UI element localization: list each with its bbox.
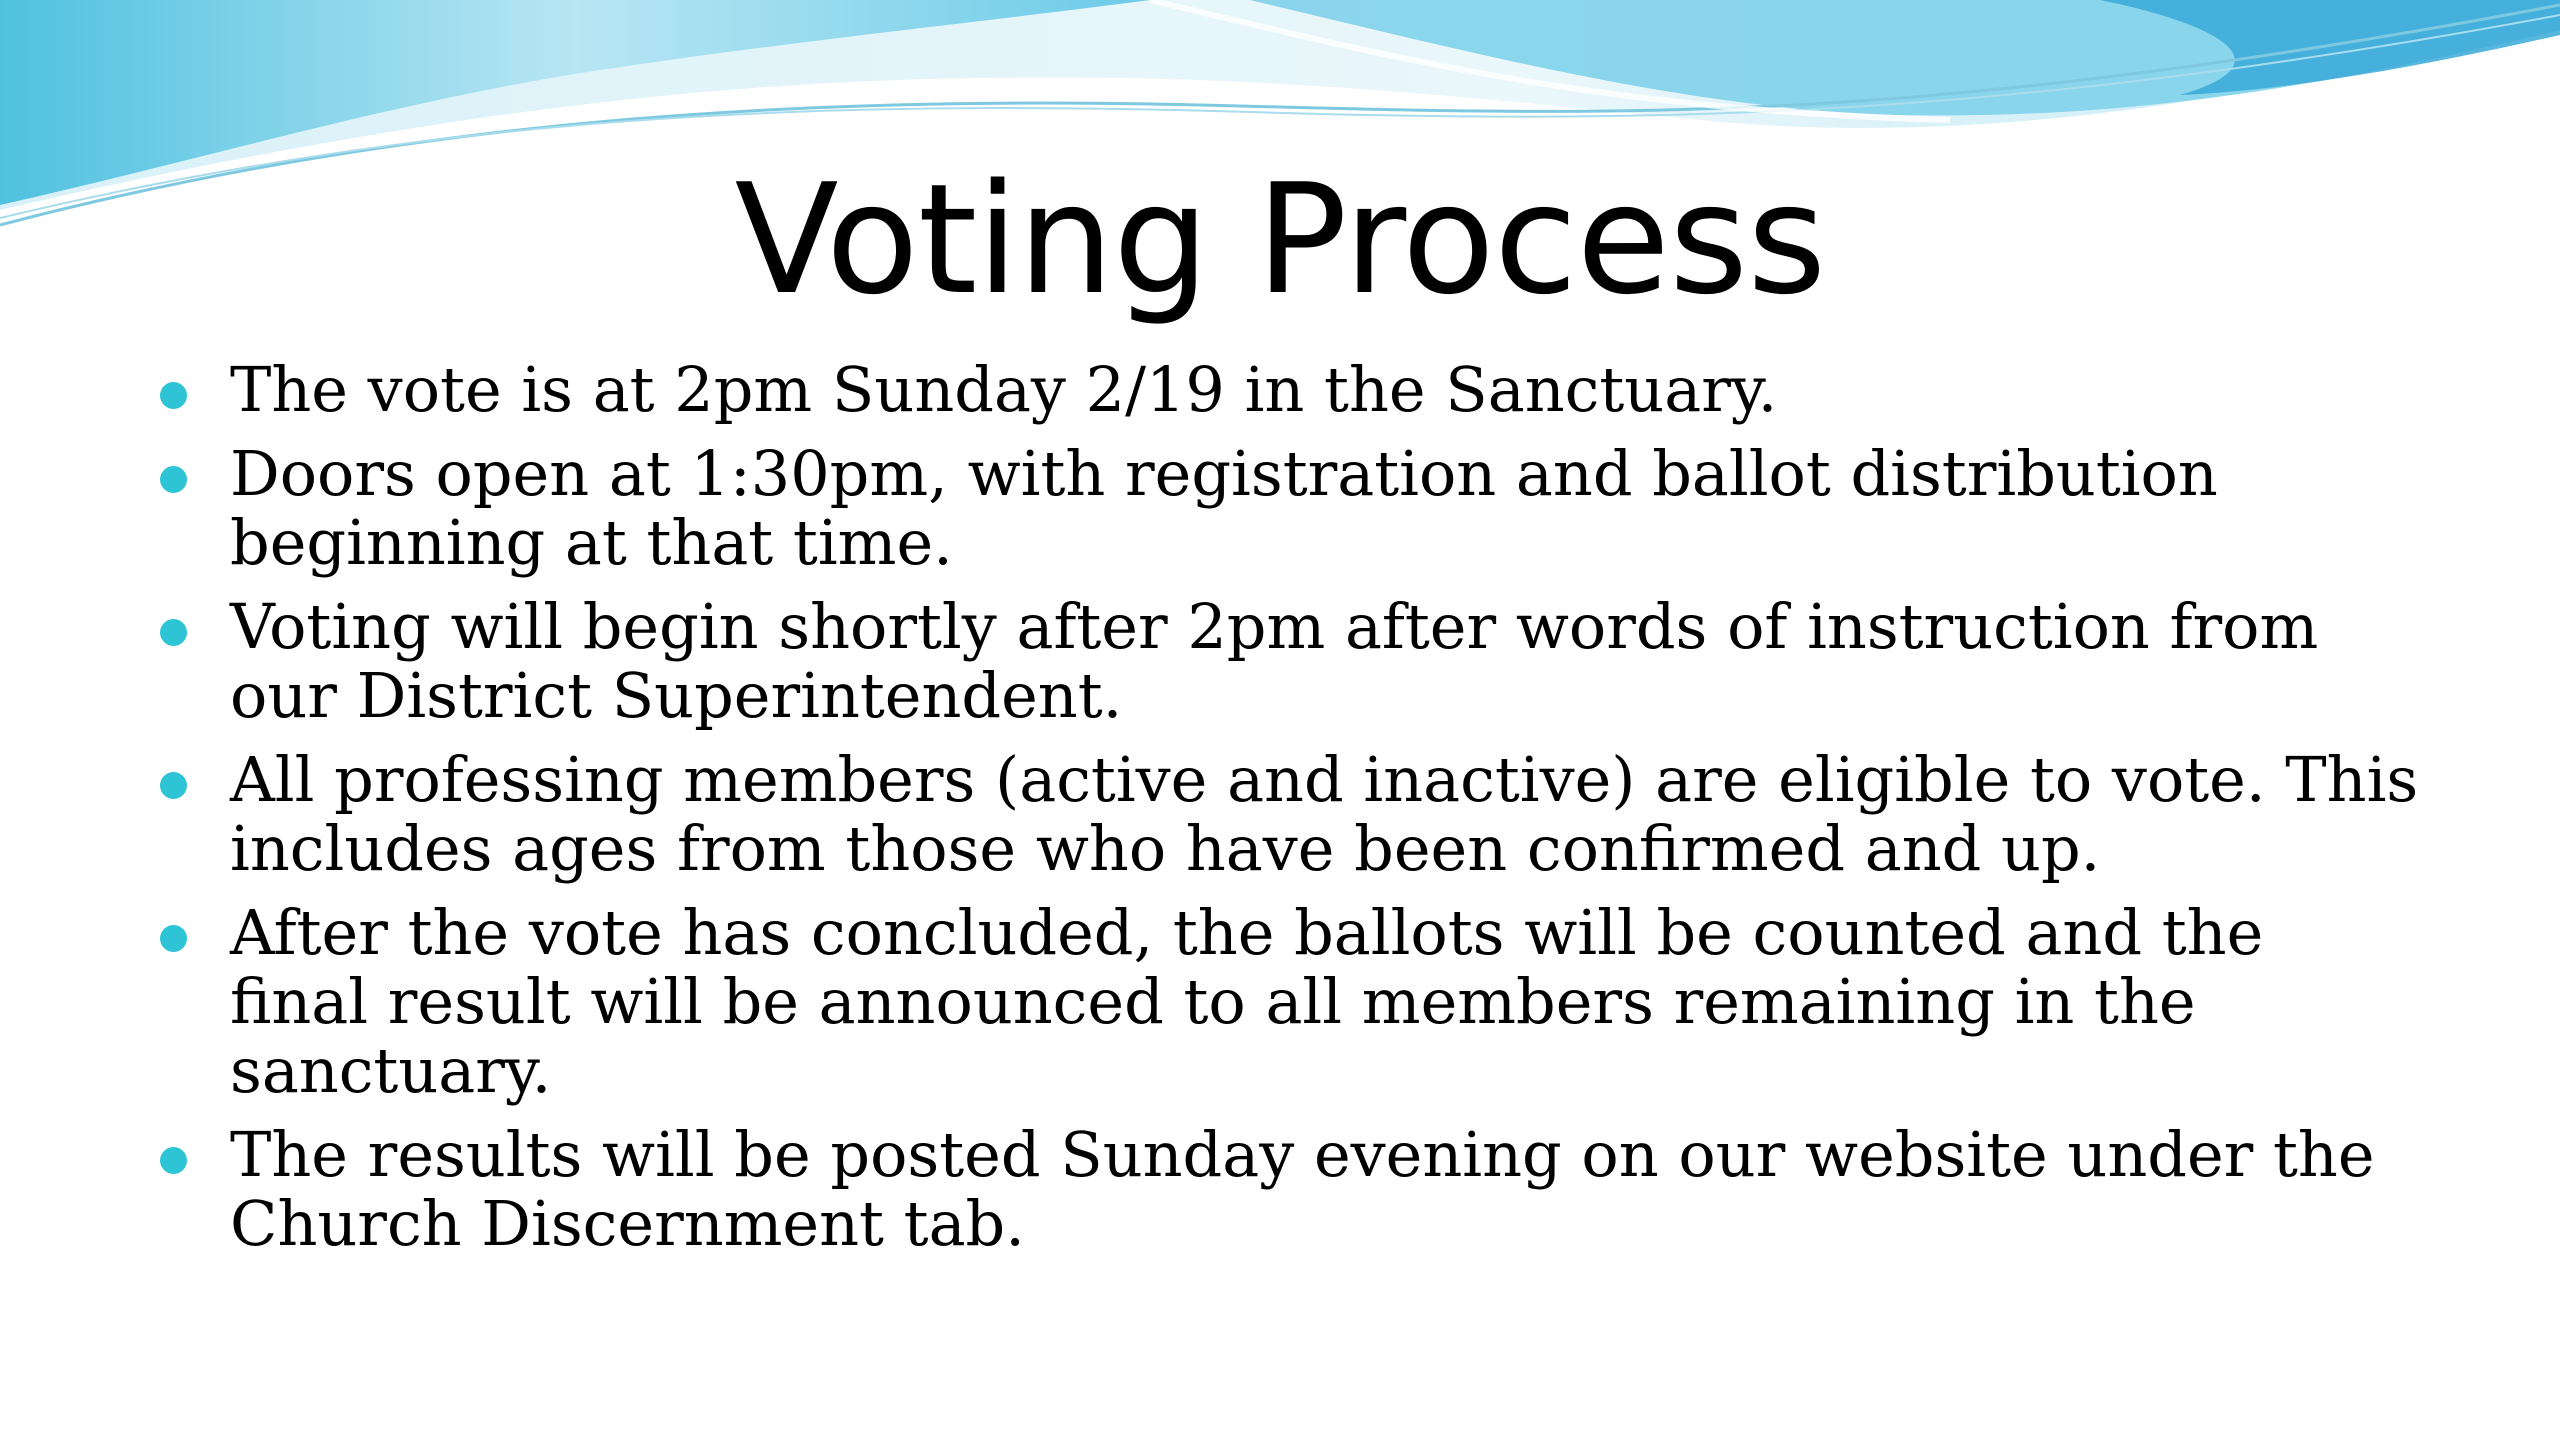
bullet-text: Doors open at 1:30pm, with registration and ballot distribution beginning at that time.	[230, 437, 2218, 579]
bullet-item	[160, 1120, 2420, 1258]
bullet-text: The vote is at 2pm Sunday 2/19 in the Sanctuary.	[230, 353, 1778, 426]
bullet-list	[160, 355, 2420, 1273]
bullet-dot-icon	[160, 466, 187, 493]
bullet-text: All professing members (active and inactive) are eligible to vote. This includes ages from those who have been confirmed and up.	[230, 743, 2419, 885]
bullet-item	[160, 592, 2420, 730]
bullet-item	[160, 898, 2420, 1105]
bullet-item	[160, 355, 2420, 424]
bullet-dot-icon	[160, 382, 187, 409]
bullet-dot-icon	[160, 925, 187, 952]
bullet-text: After the vote has concluded, the ballots will be counted and the final result will be announced to all members remaining in the sanctuary.	[230, 896, 2264, 1107]
slide-title: Voting Process	[734, 151, 1826, 328]
bullet-dot-icon	[160, 619, 187, 646]
bullet-item	[160, 439, 2420, 577]
bullet-dot-icon	[160, 772, 187, 799]
bullet-item	[160, 745, 2420, 883]
bullet-dot-icon	[160, 1147, 187, 1174]
bullet-text: The results will be posted Sunday evening on our website under the Church Discernment tab.	[230, 1118, 2375, 1260]
bullet-text: Voting will begin shortly after 2pm after words of instruction from our District Superintendent.	[230, 590, 2319, 732]
